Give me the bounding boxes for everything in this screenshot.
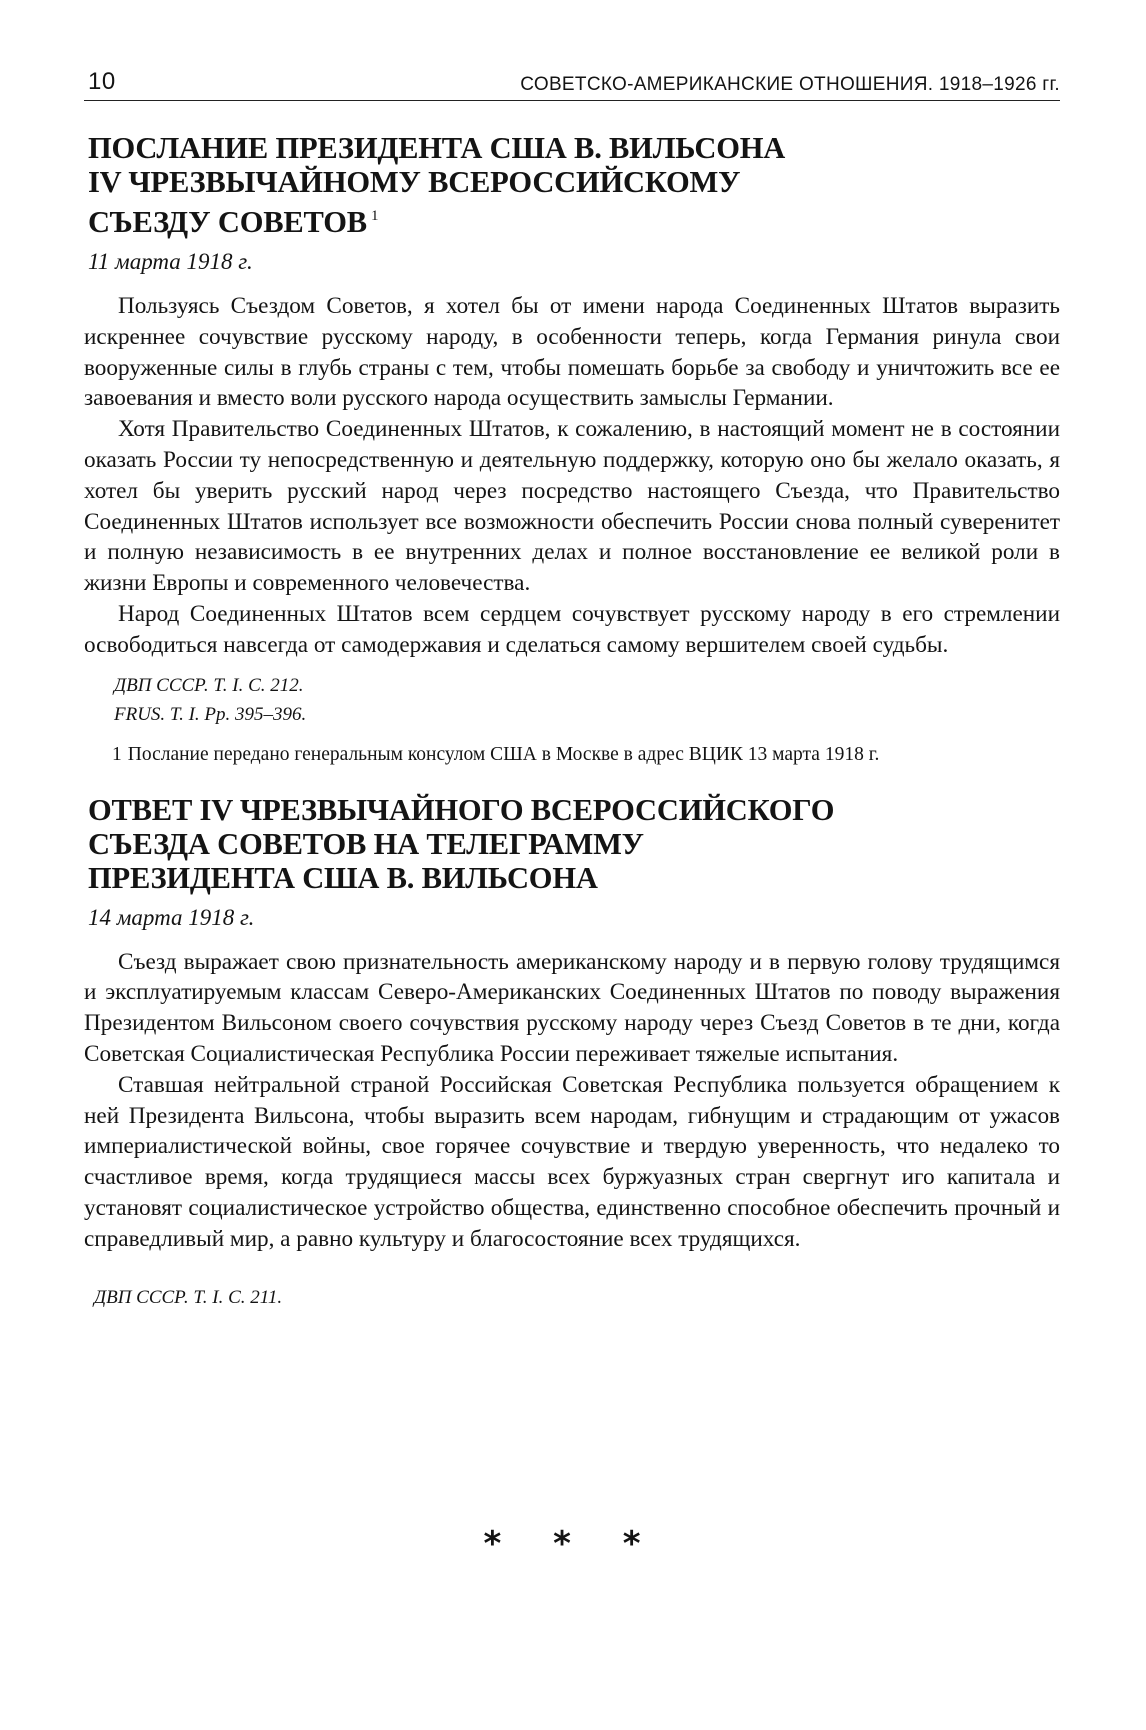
document-1-paragraph: Народ Соединенных Штатов всем сердцем сочувствует русскому народу в его стремлении освободиться навсегда от самодержавия и сделаться самому вершителем своей судьбы. xyxy=(84,600,1060,658)
document-2-date: 14 марта 1918 г. xyxy=(88,904,255,930)
source-citation: ДВП СССР. Т. I. С. 212. xyxy=(114,674,304,696)
book-page xyxy=(84,62,1060,1702)
running-header xyxy=(84,62,1060,101)
document-1-paragraph: Пользуясь Съездом Советов, я хотел бы от имени народа Соединенных Штатов выразить искреннее сочувствие русскому народу, в особенности теперь, когда Германия ринула свои вооруженные силы в глубь страны с тем, чтобы помешать борьбе за свободу и уничтожить все ее завоевания и вместо воли русского народа осуществить замыслы Германии. xyxy=(84,293,1060,412)
document-1-sources xyxy=(84,671,1060,729)
footnote-reference: 1 xyxy=(370,208,379,224)
book-title: СОВЕТСКО-АМЕРИКАНСКИЕ ОТНОШЕНИЯ. 1918–1926 гг. xyxy=(520,74,1060,95)
document-1-title-line: ПОСЛАНИЕ ПРЕЗИДЕНТА США В. ВИЛЬСОНА xyxy=(88,131,786,165)
document-1-title-line-last xyxy=(88,199,1060,239)
document-2-body xyxy=(84,947,1060,1255)
document-1-body xyxy=(84,291,1060,661)
source-citation: ДВП СССР. Т. I. С. 211. xyxy=(94,1286,283,1308)
document-2-title-line: ПРЕЗИДЕНТА США В. ВИЛЬСОНА xyxy=(88,860,598,895)
footnote-text: Послание передано генеральным консулом США в Москве в адрес ВЦИК 13 марта 1918 г. xyxy=(127,743,880,765)
document-1-title-line-text: СЪЕЗДУ СОВЕТОВ xyxy=(88,205,367,239)
document-2-paragraph: Ставшая нейтральной страной Российская Советская Республика пользуется обращением к ней Президента Вильсона, чтобы выразить всем народам, гибнущим и страдающим от ужасов империалистической войны, свое горячее сочувствие и твердую уверенность, что недалеко то счастливое время, когда трудящиеся массы всех буржуазных стран свергнут иго капитала и установят социалистическое устройство общества, единственно способное обеспечить прочный и справедливый мир, а равно культуру и благосостояние всех трудящихся. xyxy=(84,1071,1060,1252)
document-1-paragraph: Хотя Правительство Соединенных Штатов, к сожалению, в настоящий момент не в состоянии оказать России ту непосредственную и деятельную поддержку, которую оно бы желало оказать, я хотел бы уверить русский народ через посредство настоящего Съезда, что Правительство Соединенных Штатов использует все возможности обеспечить России снова полный суверенитет и полную независимость в ее внутренних делах и полное восстановление ее великой роли в жизни Европы и современного человечества. xyxy=(84,416,1060,597)
document-1-date: 11 марта 1918 г. xyxy=(88,249,253,274)
footnote-marker: 1 xyxy=(112,743,122,765)
footnote xyxy=(84,743,1060,767)
document-1-title xyxy=(88,131,1060,239)
document-2-title-line: ОТВЕТ IV ЧРЕЗВЫЧАЙНОГО ВСЕРОССИЙСКОГО xyxy=(88,792,835,827)
document-2-paragraph: Съезд выражает свою признательность американскому народу и в первую голову трудящимся и эксплуатируемым классам Северо-Американских Соединенных Штатов по поводу выражения Президентом Вильсоном своего сочувствия русскому народу через Съезд Советов в те дни, когда Советская Социалистическая Республика России переживает тяжелые испытания. xyxy=(84,948,1060,1067)
document-2-title-line: СЪЕЗДА СОВЕТОВ НА ТЕЛЕГРАММУ xyxy=(88,826,644,861)
source-citation: FRUS. T. I. Pp. 395–396. xyxy=(114,703,307,725)
page-number: 10 xyxy=(88,68,116,95)
document-2-title xyxy=(88,793,1060,895)
document-1-title-line: IV ЧРЕЗВЫЧАЙНОМУ ВСЕРОССИЙСКОМУ xyxy=(88,165,741,199)
section-separator: * * * xyxy=(483,1524,661,1564)
